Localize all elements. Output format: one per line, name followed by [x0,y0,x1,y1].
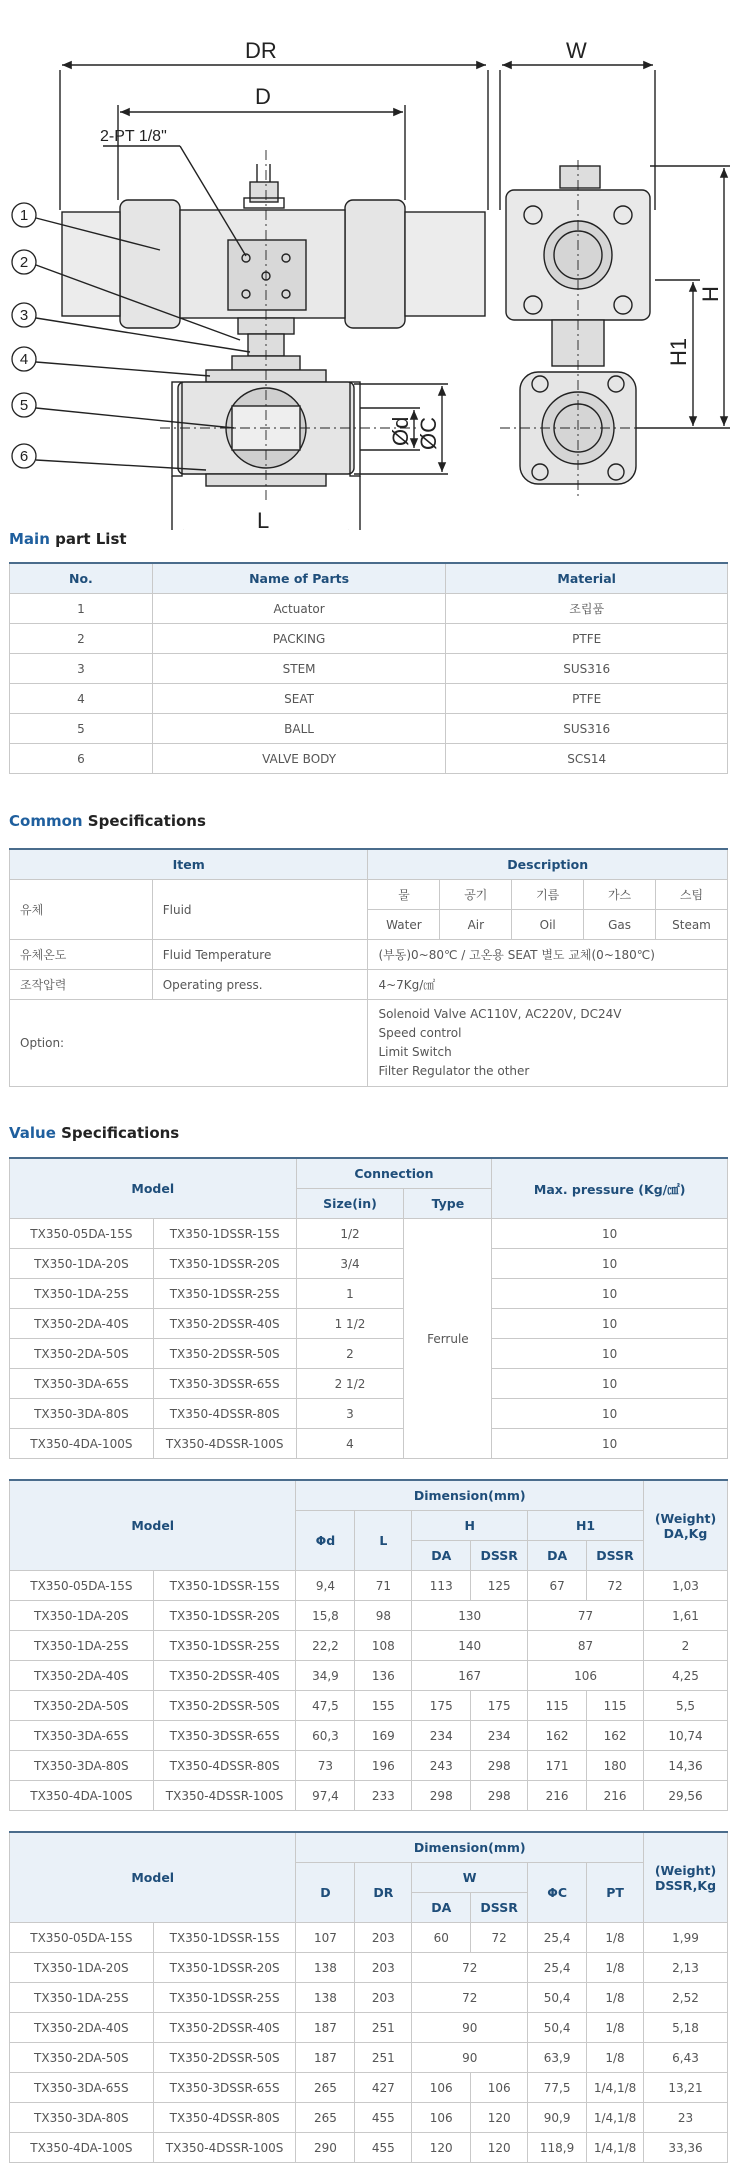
dim-w-label: W [566,38,587,63]
table-row: TX350-2DA-40S TX350-2DSSR-40S 34,9 136 167 106 4,25 [10,1661,728,1691]
main-part-list-title: Main part List [9,530,127,548]
table-row: TX350-2DA-50S TX350-2DSSR-50S 47,5 155 175 175 115 115 5,5 [10,1691,728,1721]
table-row: TX350-2DA-50S TX350-2DSSR-50S 187 251 90 63,9 1/8 6,43 [10,2043,728,2073]
table-row: TX350-3DA-65S TX350-3DSSR-65S 60,3 169 234 234 162 162 10,74 [10,1721,728,1751]
table-row: TX350-1DA-25S TX350-1DSSR-25S 22,2 108 140 87 2 [10,1631,728,1661]
table-row: 6 VALVE BODY SCS14 [10,744,728,774]
table-row: 5 BALL SUS316 [10,714,728,744]
value-spec-table [9,1157,728,1459]
value-header-size: Size(in) [296,1189,404,1219]
table-row: TX350-4DA-100S TX350-4DSSR-100S 4 10 [10,1429,728,1459]
table-row: 2 PACKING PTFE [10,624,728,654]
dim-dr-label: DR [245,38,277,63]
table-row: TX350-3DA-80S TX350-4DSSR-80S 73 196 243 298 171 180 14,36 [10,1751,728,1781]
dim-phid-label: Ød [388,416,413,446]
table-row: TX350-1DA-25S TX350-1DSSR-25S 1 10 [10,1279,728,1309]
table-row: TX350-1DA-20S TX350-1DSSR-20S 15,8 98 130 77 1,61 [10,1601,728,1631]
common-header-description: Description [368,849,728,880]
dim2-header-weight: (Weight) DSSR,Kg [644,1832,728,1923]
parts-table [9,562,728,774]
table-row: TX350-3DA-80S TX350-4DSSR-80S 3 10 [10,1399,728,1429]
table-row: TX350-2DA-50S TX350-2DSSR-50S 2 10 [10,1339,728,1369]
table-row: Option: Solenoid Valve AC110V, AC220V, DC24V Speed control Limit Switch Filter Regulator the other [10,1000,728,1087]
connection-type-cell: Ferrule [404,1219,492,1459]
dim1-header-model: Model [10,1480,296,1571]
table-row: TX350-05DA-15S TX350-1DSSR-15S 9,4 71 113 125 67 72 1,03 [10,1571,728,1601]
callout-3: 3 [19,307,29,324]
table-row: 4 SEAT PTFE [10,684,728,714]
dim1-header-dimension: Dimension(mm) [296,1480,644,1511]
dim-pt-label: 2-PT 1/8" [100,128,167,145]
table-row: TX350-2DA-40S TX350-2DSSR-40S 1 1/2 10 [10,1309,728,1339]
table-row: TX350-05DA-15S TX350-1DSSR-15S 1/2 Ferrule 10 [10,1219,728,1249]
dim1-header-weight: (Weight) DA,Kg [643,1480,727,1571]
value-header-model: Model [10,1158,297,1219]
table-row: 유체온도 Fluid Temperature (부동)0~80℃ / 고온용 SEAT 별도 교체(0~180℃) [10,940,728,970]
value-header-maxp: Max. pressure (Kg/㎠) [492,1158,728,1219]
parts-header-name: Name of Parts [152,563,446,594]
value-spec-title: Value Specifications [9,1124,180,1142]
table-row: 유체 Fluid 물 공기 기름 가스 스팀 [10,880,728,910]
callout-1: 1 [19,207,29,224]
dim-h-label: H [698,286,723,302]
dim2-header-model: Model [10,1832,296,1923]
table-row: TX350-2DA-40S TX350-2DSSR-40S 187 251 90 50,4 1/8 5,18 [10,2013,728,2043]
table-row: TX350-1DA-25S TX350-1DSSR-25S 138 203 72 50,4 1/8 2,52 [10,1983,728,2013]
table-row: TX350-4DA-100S TX350-4DSSR-100S 290 455 120 120 118,9 1/4,1/8 33,36 [10,2133,728,2163]
table-row: TX350-1DA-20S TX350-1DSSR-20S 3/4 10 [10,1249,728,1279]
table-row: TX350-4DA-100S TX350-4DSSR-100S 97,4 233 298 298 216 216 29,56 [10,1781,728,1811]
parts-header-no: No. [10,563,153,594]
dim-phic-label: ØC [416,417,441,450]
callout-6: 6 [19,448,29,465]
table-row: TX350-05DA-15S TX350-1DSSR-15S 107 203 60 72 25,4 1/8 1,99 [10,1923,728,1953]
parts-header-material: Material [446,563,728,594]
value-header-connection: Connection [296,1158,492,1189]
table-row: Water Air Oil Gas Steam [10,910,728,940]
value-header-type: Type [404,1189,492,1219]
table-row: TX350-1DA-20S TX350-1DSSR-20S 138 203 72 25,4 1/8 2,13 [10,1953,728,1983]
table-row: TX350-3DA-65S TX350-3DSSR-65S 265 427 106 106 77,5 1/4,1/8 13,21 [10,2073,728,2103]
table-row: 1 Actuator 조립품 [10,594,728,624]
dim2-header-dimension: Dimension(mm) [296,1832,644,1863]
dim-d-label: D [255,84,271,109]
callout-4: 4 [19,351,29,368]
dimension-table-1: Model Dimension(mm) (Weight) DA,Kg Φd L H H1 DA DSSR DA DSSR TX350-05DA-15S TX350-1DSSR-15S 9,4 71 113 125 67 72 1,03 TX350-1DA-20S TX350-1DSSR-20S 15,8 98 130 77 1,61 TX350-1DA-25S TX350-1DSSR-25S 22,2 108 140 87 2 TX350-2DA-40S TX350-2DSSR-40S 34,9 136 167 106 4,25 TX350-2DA-50S TX350-2DSSR-50S 47,5 155 175 175 115 115 5,5 TX350-3DA-65S TX350-3DSSR-65S 60,3 169 234 234 162 162 10,74 TX350-3DA-80S TX350-4DSSR-80S 73 196 243 298 171 180 14,36 TX350-4DA-100S TX350-4DSSR-100S 97,4 233 298 298 216 216 29,56 [9,1479,728,1811]
callout-2: 2 [19,254,29,271]
dimension-table-2: Model Dimension(mm) (Weight) DSSR,Kg D DR W ΦC PT DA DSSR TX350-05DA-15S TX350-1DSSR-15S 107 203 60 72 25,4 1/8 1,99 TX350-1DA-20S TX350-1DSSR-20S 138 203 72 25,4 1/8 2,13 TX350-1DA-25S TX350-1DSSR-25S 138 203 72 50,4 1/8 2,52 TX350-2DA-40S TX350-2DSSR-40S 187 251 90 50,4 1/8 5,18 TX350-2DA-50S TX350-2DSSR-50S 187 251 90 63,9 1/8 6,43 TX350-3DA-65S TX350-3DSSR-65S 265 427 106 106 77,5 1/4,1/8 13,21 TX350-3DA-80S TX350-4DSSR-80S 265 455 106 120 90,9 1/4,1/8 23 TX350-4DA-100S TX350-4DSSR-100S 290 455 120 120 118,9 1/4,1/8 33,36 [9,1831,728,2163]
table-row: TX350-3DA-80S TX350-4DSSR-80S 265 455 106 120 90,9 1/4,1/8 23 [10,2103,728,2133]
dim-l-label: L [257,508,270,530]
common-header-item: Item [10,849,368,880]
common-spec-title: Common Specifications [9,812,206,830]
valve-technical-drawing [0,0,737,530]
table-row: 3 STEM SUS316 [10,654,728,684]
callout-5: 5 [19,397,29,414]
table-row: 조작압력 Operating press. 4~7Kg/㎠ [10,970,728,1000]
table-row: TX350-3DA-65S TX350-3DSSR-65S 2 1/2 10 [10,1369,728,1399]
common-spec-table [9,848,728,1087]
dim-h1-label: H1 [666,337,691,366]
